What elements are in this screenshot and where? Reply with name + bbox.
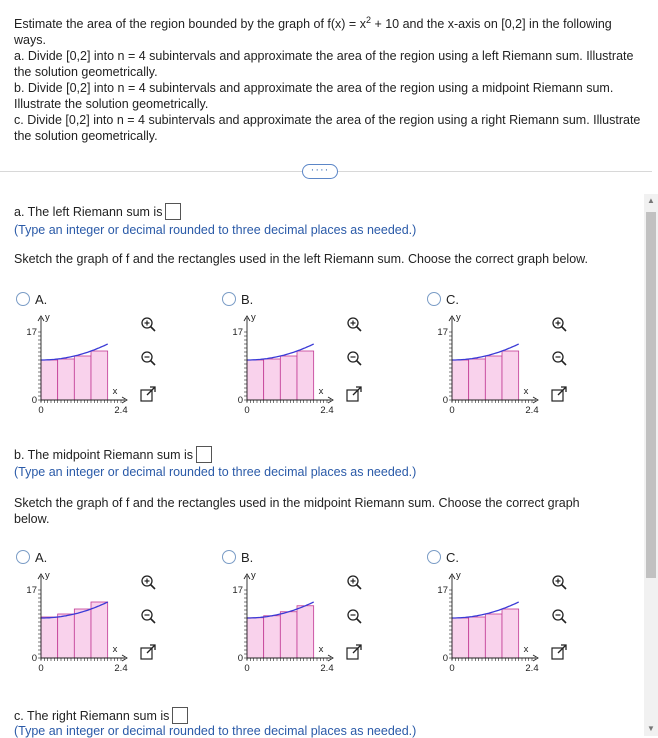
midpoint-sum-input[interactable]: [196, 446, 212, 463]
y-origin-label: 0: [442, 395, 448, 406]
zoom-in-icon[interactable]: [550, 315, 568, 333]
x-tick-label: 2.4: [525, 405, 539, 416]
zoom-out-icon[interactable]: [550, 349, 568, 367]
y-origin-label: 0: [237, 395, 243, 406]
riemann-graph: [220, 568, 340, 686]
part-a-prompt: a. The left Riemann sum is: [14, 203, 181, 220]
scroll-down-icon[interactable]: ▼: [647, 724, 655, 733]
y-axis-label: y: [251, 312, 256, 323]
riemann-rectangle: [452, 618, 469, 658]
zoom-out-icon[interactable]: [345, 607, 363, 625]
expand-graph-icon[interactable]: [550, 385, 568, 403]
option-label: B.: [241, 550, 254, 565]
y-origin-label: 0: [442, 653, 448, 664]
zoom-out-icon[interactable]: [139, 607, 157, 625]
part-c-hint: (Type an integer or decimal rounded to three decimal places as needed.): [14, 724, 417, 738]
x-tick-label: 2.4: [114, 663, 128, 674]
x-axis-label: x: [523, 644, 529, 655]
expand-graph-icon[interactable]: [345, 385, 363, 403]
riemann-graph: [220, 310, 340, 428]
scroll-up-icon[interactable]: ▲: [647, 196, 655, 205]
expand-graph-icon[interactable]: [139, 385, 157, 403]
part-a-option-a[interactable]: [14, 292, 224, 432]
y-origin-label: 0: [31, 653, 37, 664]
riemann-rectangle: [58, 614, 75, 658]
option-label: C.: [446, 292, 459, 307]
y-tick-label: 17: [437, 585, 448, 596]
riemann-rectangle: [502, 609, 519, 658]
riemann-graph: [14, 310, 134, 428]
option-radio-label[interactable]: [16, 292, 47, 307]
riemann-rectangle: [247, 618, 264, 658]
riemann-rectangle: [74, 609, 91, 658]
part-b-sketch-prompt: Sketch the graph of f and the rectangles used in the midpoint Riemann sum. Choose the correct graph below.: [14, 496, 580, 526]
zoom-in-icon[interactable]: [345, 315, 363, 333]
zoom-in-icon[interactable]: [345, 573, 363, 591]
part-a-option-b[interactable]: [220, 292, 430, 432]
part-b-option-c[interactable]: [425, 550, 635, 690]
riemann-rectangle: [41, 617, 58, 658]
radio-button[interactable]: [222, 550, 236, 564]
riemann-rectangle: [264, 616, 281, 658]
part-b-option-a[interactable]: [14, 550, 224, 690]
part-a-hint: (Type an integer or decimal rounded to three decimal places as needed.): [14, 223, 417, 237]
x-origin-label: 0: [38, 405, 44, 416]
zoom-in-icon[interactable]: [550, 573, 568, 591]
y-axis-label: y: [45, 570, 50, 581]
x-axis-label: x: [523, 386, 529, 397]
y-tick-label: 17: [232, 327, 243, 338]
x-tick-label: 2.4: [320, 663, 334, 674]
option-label: C.: [446, 550, 459, 565]
riemann-rectangle: [485, 356, 502, 400]
y-origin-label: 0: [31, 395, 37, 406]
question-part-b: b. Divide [0,2] into n = 4 subintervals and approximate the area of the region using a midpoint Riemann sum. Illustrate the solution geometrically.: [14, 81, 614, 112]
part-b-hint: (Type an integer or decimal rounded to three decimal places as needed.): [14, 465, 417, 479]
x-origin-label: 0: [244, 405, 250, 416]
expand-graph-icon[interactable]: [139, 643, 157, 661]
riemann-rectangle: [74, 356, 91, 400]
riemann-rectangle: [91, 602, 108, 658]
x-tick-label: 2.4: [525, 663, 539, 674]
riemann-graph: [14, 568, 134, 686]
radio-button[interactable]: [16, 550, 30, 564]
riemann-rectangle: [452, 360, 469, 400]
y-tick-label: 17: [437, 327, 448, 338]
part-b-prompt: b. The midpoint Riemann sum is: [14, 446, 212, 463]
riemann-graph: [425, 310, 545, 428]
option-label: A.: [35, 292, 48, 307]
riemann-rectangle: [247, 360, 264, 400]
question-part-a: a. Divide [0,2] into n = 4 subintervals and approximate the area of the region using a left Riemann sum. Illustrate the solution geometrically.: [14, 49, 634, 80]
zoom-out-icon[interactable]: [550, 607, 568, 625]
y-origin-label: 0: [237, 653, 243, 664]
expand-button[interactable]: ····: [302, 164, 338, 179]
y-tick-label: 17: [26, 327, 37, 338]
riemann-rectangle: [502, 351, 519, 400]
part-b-option-b[interactable]: [220, 550, 430, 690]
riemann-rectangle: [469, 359, 486, 400]
zoom-out-icon[interactable]: [345, 349, 363, 367]
x-origin-label: 0: [244, 663, 250, 674]
riemann-graph: [425, 568, 545, 686]
option-radio-label[interactable]: [222, 292, 253, 307]
part-a-option-c[interactable]: [425, 292, 635, 432]
riemann-rectangle: [485, 614, 502, 658]
radio-button[interactable]: [16, 292, 30, 306]
x-axis-label: x: [318, 386, 324, 397]
part-c-prompt: c. The right Riemann sum is: [14, 707, 188, 724]
riemann-rectangle: [469, 617, 486, 658]
y-axis-label: y: [251, 570, 256, 581]
riemann-rectangle: [58, 359, 75, 400]
riemann-rectangle: [297, 351, 314, 400]
expand-graph-icon[interactable]: [345, 643, 363, 661]
option-radio-label[interactable]: [427, 292, 459, 307]
y-axis-label: y: [456, 312, 461, 323]
radio-button[interactable]: [222, 292, 236, 306]
question-part-c: c. Divide [0,2] into n = 4 subintervals and approximate the area of the region using a right Riemann sum. Illustrate the solution geometrically.: [14, 113, 641, 144]
zoom-out-icon[interactable]: [139, 349, 157, 367]
x-tick-label: 2.4: [320, 405, 334, 416]
riemann-rectangle: [41, 360, 58, 400]
option-radio-label[interactable]: [427, 550, 459, 565]
question-intro: Estimate the area of the region bounded by the graph of $f(x) = x^2 + 10$ and the x-axis on [0,2] in the following ways.: [14, 15, 612, 48]
option-label: A.: [35, 550, 48, 565]
y-axis-label: y: [456, 570, 461, 581]
scrollbar-thumb[interactable]: [646, 212, 656, 578]
option-radio-label[interactable]: [16, 550, 47, 565]
y-tick-label: 17: [232, 585, 243, 596]
y-axis-label: y: [45, 312, 50, 323]
riemann-rectangle: [280, 612, 297, 658]
left-sum-input[interactable]: [165, 203, 181, 220]
y-tick-label: 17: [26, 585, 37, 596]
right-sum-input[interactable]: [172, 707, 188, 724]
question-text: [14, 12, 644, 144]
zoom-in-icon[interactable]: [139, 573, 157, 591]
x-origin-label: 0: [38, 663, 44, 674]
radio-button[interactable]: [427, 292, 441, 306]
x-axis-label: x: [112, 386, 118, 397]
radio-button[interactable]: [427, 550, 441, 564]
option-radio-label[interactable]: [222, 550, 253, 565]
expand-graph-icon[interactable]: [550, 643, 568, 661]
riemann-rectangle: [91, 351, 108, 400]
x-axis-label: x: [112, 644, 118, 655]
part-a-sketch-prompt: Sketch the graph of f and the rectangles used in the left Riemann sum. Choose the correct graph below.: [14, 252, 588, 266]
x-tick-label: 2.4: [114, 405, 128, 416]
x-origin-label: 0: [449, 405, 455, 416]
x-axis-label: x: [318, 644, 324, 655]
riemann-rectangle: [264, 359, 281, 400]
x-origin-label: 0: [449, 663, 455, 674]
zoom-in-icon[interactable]: [139, 315, 157, 333]
riemann-rectangle: [280, 356, 297, 400]
option-label: B.: [241, 292, 254, 307]
riemann-rectangle: [297, 606, 314, 658]
